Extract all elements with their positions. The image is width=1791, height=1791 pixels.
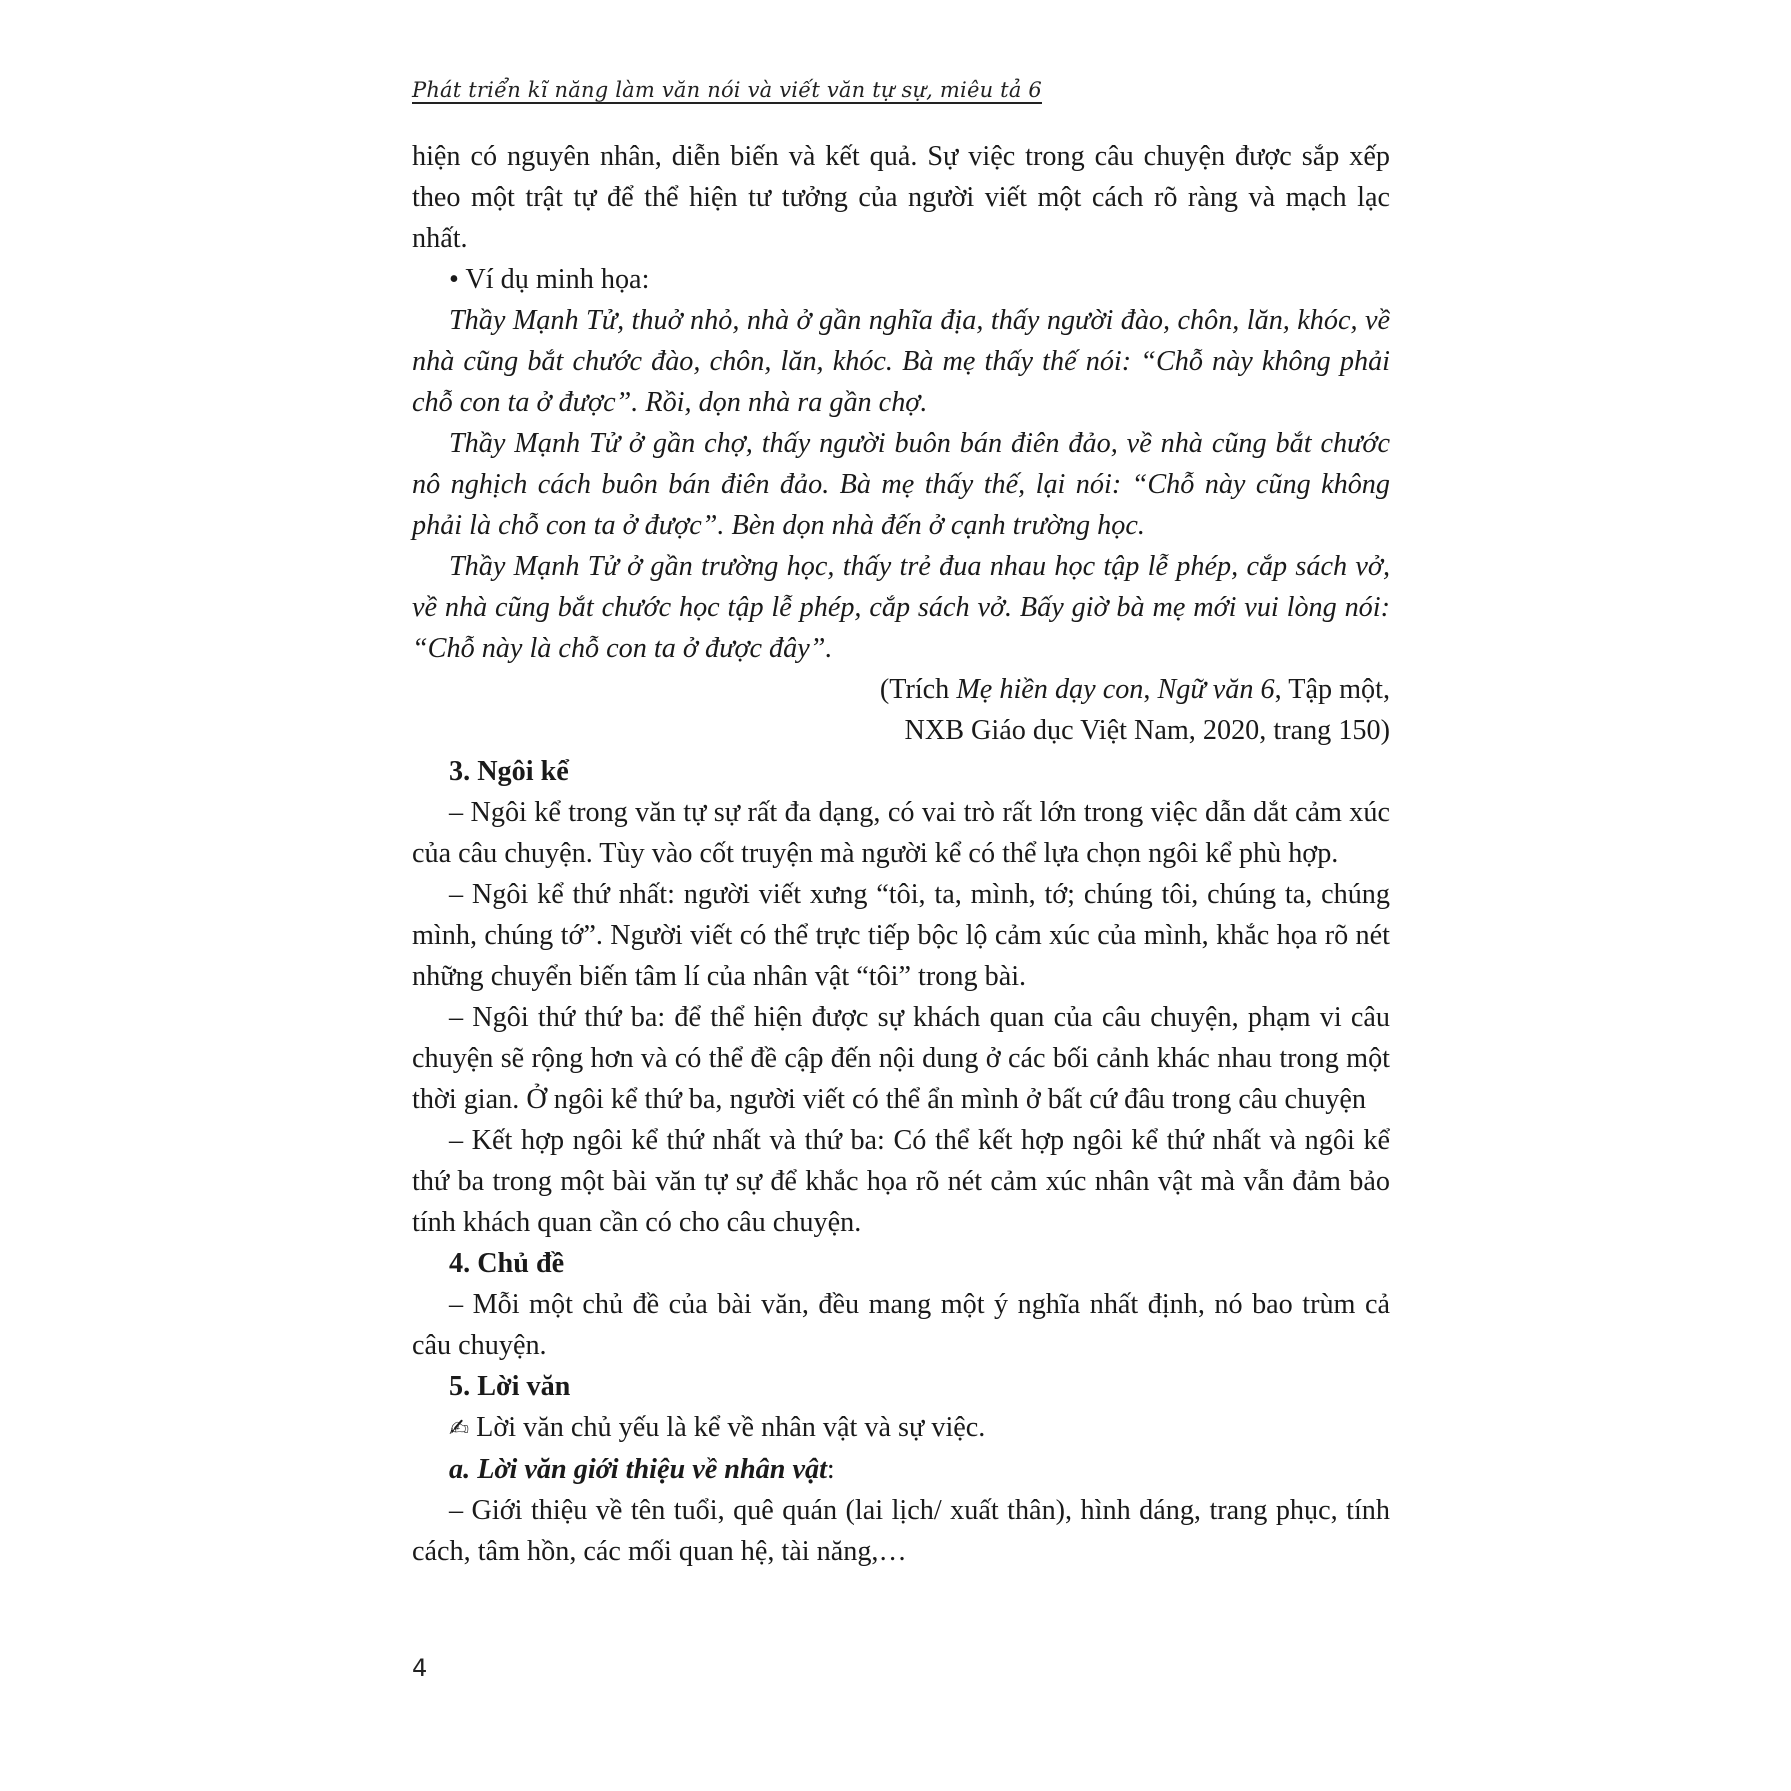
citation-line-2: NXB Giáo dục Việt Nam, 2020, trang 150) <box>904 715 1390 746</box>
citation-book: Ngữ văn 6 <box>1157 674 1275 705</box>
section-title: . Ngôi kể <box>463 756 569 787</box>
citation-prefix: (Trích <box>879 674 957 705</box>
section-heading-5 <box>412 1366 1390 1407</box>
subsection-colon: : <box>826 1454 835 1485</box>
language-paragraph <box>412 1407 1390 1449</box>
narration-paragraph-4: – Kết hợp ngôi kể thứ nhất và thứ ba: Có thể kết hợp ngôi kể thứ nhất và ngôi kể thứ ba trong một bài văn tự sự để khắc họa rõ nét cảm xúc nhân vật mà vẫn đảm bảo tính khách quan cần có cho câu chuyện. <box>412 1125 1390 1238</box>
quote-paragraph-2: Thầy Mạnh Tử ở gần chợ, thấy người buôn bán điên đảo, về nhà cũng bắt chước nô nghịch cách buôn bán điên đảo. Bà mẹ thấy thế, lại nói: “Chỗ này cũng không phải là chỗ con ta ở được”. Bèn dọn nhà đến ở cạnh trường học. <box>412 428 1390 541</box>
pencil-icon: ✍ <box>449 1414 470 1442</box>
citation-title: Mẹ hiền dạy con <box>956 674 1144 705</box>
section-title: . Lời văn <box>463 1371 571 1402</box>
citation-separator: , <box>1143 674 1158 705</box>
narration-paragraph-1: – Ngôi kể trong văn tự sự rất đa dạng, có vai trò rất lớn trong việc dẫn dắt cảm xúc của câu chuyện. Tùy vào cốt truyện mà người kể có thể lựa chọn ngôi kể phù hợp. <box>412 797 1390 869</box>
theme-paragraph: – Mỗi một chủ đề của bài văn, đều mang một ý nghĩa nhất định, nó bao trùm cả câu chuyện. <box>412 1289 1390 1361</box>
section-title: . Chủ đề <box>463 1248 565 1279</box>
character-intro-paragraph: – Giới thiệu về tên tuổi, quê quán (lai lịch/ xuất thân), hình dáng, trang phục, tính cách, tâm hồn, các mối quan hệ, tài năng,… <box>412 1495 1390 1567</box>
section-number: 3 <box>449 756 464 787</box>
paragraph-continuation: hiện có nguyên nhân, diễn biến và kết quả. Sự việc trong câu chuyện được sắp xếp theo một trật tự để thể hiện tư tưởng của người viết một cách rõ ràng và mạch lạc nhất. <box>412 141 1390 254</box>
page-number: 4 <box>412 1654 428 1682</box>
quote-paragraph-1: Thầy Mạnh Tử, thuở nhỏ, nhà ở gần nghĩa địa, thấy người đào, chôn, lăn, khóc, về nhà cũng bắt chước đào, chôn, lăn, khóc. Bà mẹ thấy thế nói: “Chỗ này không phải chỗ con ta ở được”. Rồi, dọn nhà ra gần chợ. <box>412 305 1390 418</box>
section-number: 4 <box>449 1248 464 1279</box>
section-number: 5 <box>449 1371 464 1402</box>
example-label: • Ví dụ minh họa: <box>449 264 650 295</box>
section-heading-4 <box>412 1243 1390 1284</box>
citation-volume: , Tập một, <box>1274 674 1390 705</box>
subsection-heading-a <box>412 1449 1390 1490</box>
running-head: Phát triển kĩ năng làm văn nói và viết văn tự sự, miêu tả 6 <box>412 78 1042 102</box>
subsection-letter: a <box>449 1454 464 1485</box>
quote-paragraph-3: Thầy Mạnh Tử ở gần trường học, thấy trẻ đua nhau học tập lễ phép, cắp sách vở, về nhà cũng bắt chước học tập lễ phép, cắp sách vở. Bấy giờ bà mẹ mới vui lòng nói: “Chỗ này là chỗ con ta ở được đây”. <box>412 551 1390 664</box>
page-body <box>412 136 1390 1572</box>
subsection-title: . Lời văn giới thiệu về nhân vật <box>463 1454 827 1485</box>
narration-paragraph-2: – Ngôi kể thứ nhất: người viết xưng “tôi, ta, mình, tớ; chúng tôi, chúng ta, chúng mình, chúng tớ”. Người viết có thể trực tiếp bộc lộ cảm xúc của mình, khắc họa rõ nét những chuyển biến tâm lí của nhân vật “tôi” trong bài. <box>412 879 1390 992</box>
language-text: Lời văn chủ yếu là kể về nhân vật và sự việc. <box>469 1412 986 1443</box>
citation-line-1 <box>412 669 1390 710</box>
narration-paragraph-3: – Ngôi thứ thứ ba: để thể hiện được sự khách quan của câu chuyện, phạm vi câu chuyện sẽ rộng hơn và có thể đề cập đến nội dung ở các bối cảnh khác nhau trong một thời gian. Ở ngôi kể thứ ba, người viết có thể ẩn mình ở bất cứ đâu trong câu chuyện <box>412 1002 1390 1115</box>
section-heading-3 <box>412 751 1390 792</box>
